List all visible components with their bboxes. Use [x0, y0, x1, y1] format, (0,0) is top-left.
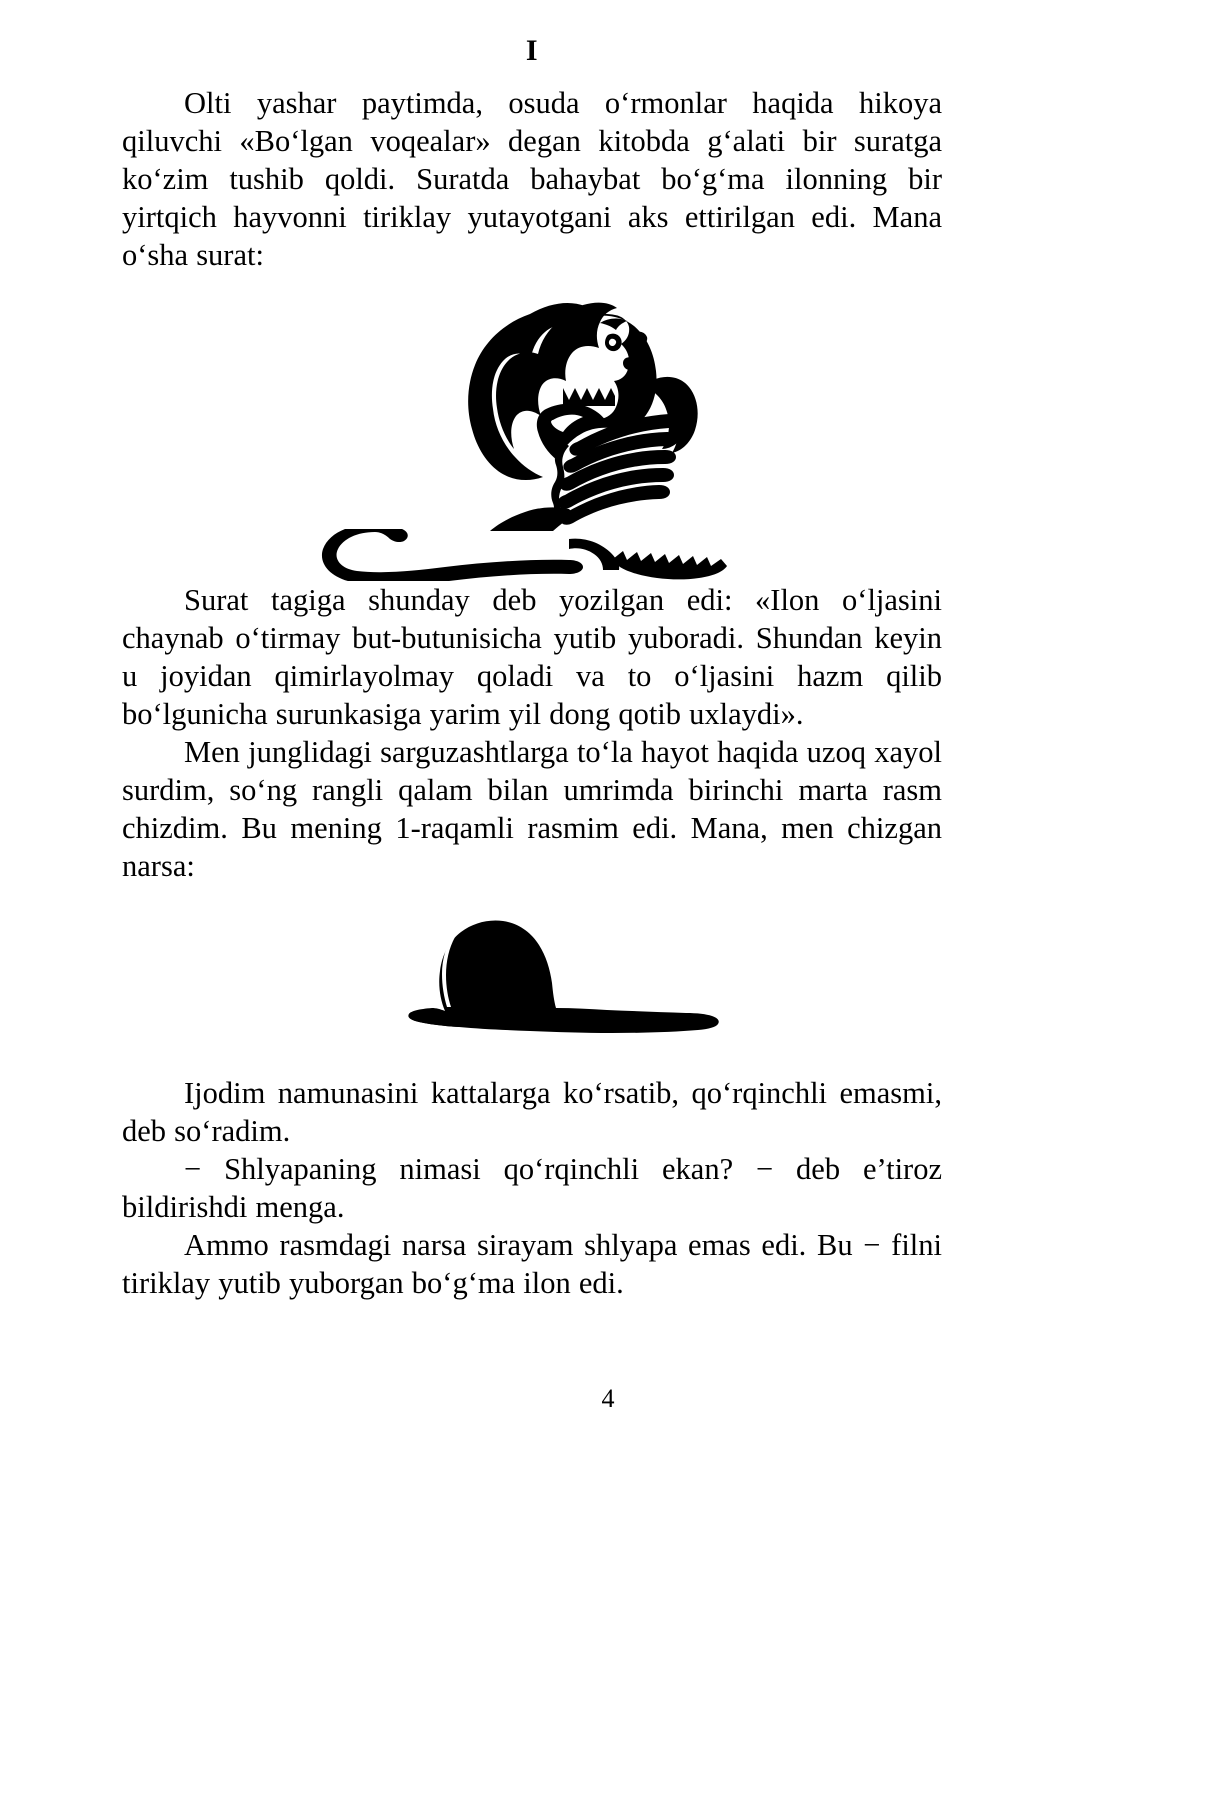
- paragraph-1: Olti yashar paytimda, osuda o‘rmonlar haqida hikoya qiluvchi «Bo‘lgan voqealar» degan kitobda g‘alati bir suratga ko‘zim tushib qoldi. Suratda bahaybat bo‘g‘ma ilonning bir yirtqich hayvonni tiriklay yutayotgani aks ettirilgan edi. Mana o‘sha surat:: [122, 86, 942, 272]
- paragraph-5: − Shlyapaning nimasi qo‘rqinchli ekan? − deb e’tiroz bildirishdi menga.: [122, 1152, 942, 1224]
- paragraph-6: Ammo rasmdagi narsa sirayam shlyapa emas edi. Bu − filni tiriklay yutib yuborgan bo‘g‘ma ilon edi.: [122, 1228, 942, 1300]
- paragraph-2: Surat tagiga shunday deb yozilgan edi: «Ilon o‘ljasini chaynab o‘tirmay but-butunisicha yutib yuboradi. Shundan keyin u joyidan qimirlayolmay qoladi va to o‘ljasini hazm qilib bo‘lgunicha surunkasiga yarim yil dong qotib uxlaydi».: [122, 583, 942, 731]
- hat-illustration: [322, 915, 742, 1040]
- page-content: [122, 0, 942, 1302]
- boa-tail-illustration: [317, 529, 747, 581]
- boa-constrictor-illustration: [317, 296, 747, 531]
- chapter-number: I: [525, 34, 539, 67]
- paragraph-4: Ijodim namunasini kattalarga ko‘rsatib, qo‘rqinchli emasmi, deb so‘radim.: [122, 1076, 942, 1148]
- paragraph-3: Men junglidagi sarguzashtlarga to‘la hayot haqida uzoq xayol surdim, so‘ng rangli qalam bilan umrimda birinchi marta rasm chizdim. Bu mening 1-raqamli rasmim edi. Mana, men chizgan narsa:: [122, 735, 942, 883]
- page-number: 4: [601, 1384, 615, 1413]
